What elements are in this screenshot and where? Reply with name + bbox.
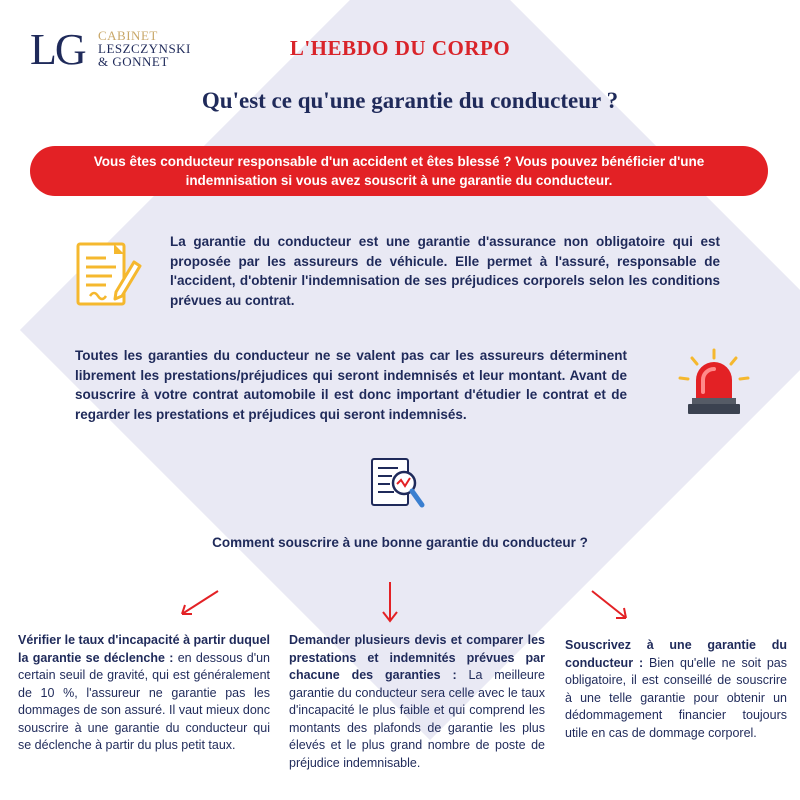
tip-text: Bien qu'elle ne soit pas obligatoire, il est conseillé de souscrire à une telle garantie pour obtenir un dédommagement financier toujours utile en cas de dommage corporel. <box>565 655 787 740</box>
banner-text: Vous êtes conducteur responsable d'un accident et êtes blessé ? Vous pouvez bénéficier d'une indemnisation si vous avez souscrit à une garantie du conducteur. <box>93 154 705 188</box>
tip-heading: Souscrivez à une garantie du conducteur : <box>565 638 787 670</box>
page-title: Qu'est ce qu'une garantie du conducteur ? <box>201 88 619 113</box>
warning-paragraph: Toutes les garanties du conducteur ne se valent pas car les assureurs déterminent librement les prestations/préjudices qui seront indemnisés et leur montant. Avant de souscrire à votre contrat automobile il est donc important d'étudier le contrat et de regarder les prestations et préjudices qui seront indemnisés. <box>75 348 627 422</box>
intro-banner <box>30 146 768 196</box>
logo-monogram: LG <box>30 25 85 74</box>
arrow-down-left-icon <box>176 588 222 618</box>
document-pen-icon <box>72 240 144 312</box>
tip-text: en dessous d'un certain seuil de gravité, qui est généralement de 10 %, l'assureur ne garantie pas les dommages de son assuré. Il vaut mieux donc souscrire à une garantie du conducteur qui se déclenche à partir du plus petit taux. <box>18 650 270 752</box>
cabinet-logo <box>30 26 220 76</box>
definition-paragraph: La garantie du conducteur est une garantie d'assurance non obligatoire qui est proposée par les assureurs de véhicule. Elle permet à l'assuré, responsable de l'accident, d'obtenir l'indemnisation de ses préjudices corporels selon les conditions prévues au contrat. <box>170 234 720 308</box>
tip-heading: Vérifier le taux d'incapacité à partir duquel la garantie se déclenche : <box>18 633 270 665</box>
section-question: Comment souscrire à une bonne garantie du conducteur ? <box>212 535 588 550</box>
tip-column-subscribe <box>565 637 787 742</box>
document-search-icon <box>368 456 426 512</box>
logo-line-3: & GONNET <box>98 54 169 69</box>
tip-column-quotes <box>289 632 545 772</box>
siren-icon <box>676 348 752 418</box>
logo-line-1: CABINET <box>98 28 158 43</box>
newsletter-title: L'HEBDO DU CORPO <box>289 36 511 60</box>
arrow-down-right-icon <box>588 588 632 622</box>
tip-column-incapacity <box>18 632 270 755</box>
arrow-down-icon <box>380 580 400 624</box>
tip-text: La meilleure garantie du conducteur sera celle avec le taux d'incapacité le plus faible et qui comprend les montants des plafonds de garantie les plus élevés et le plus grand nombre de poste de préjudice indemnisable. <box>289 668 545 770</box>
logo-line-2: LESZCZYNSKI <box>98 41 191 56</box>
tip-heading: Demander plusieurs devis et comparer les prestations et indemnités prévues par chacune des garanties : <box>289 633 545 682</box>
